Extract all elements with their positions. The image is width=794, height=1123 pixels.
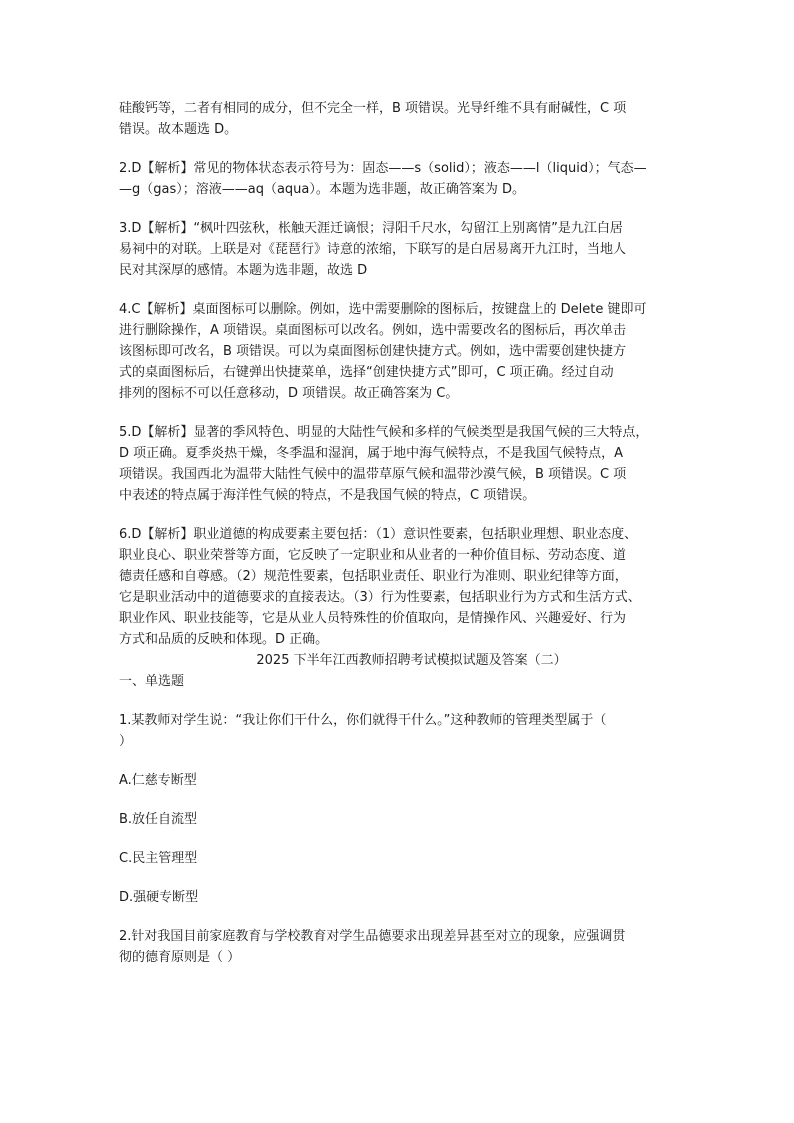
text-line: 职业良心、职业荣誉等方面，它反映了一定职业和从业者的一种价值目标、劳动态度、道 <box>119 548 627 563</box>
text-line: —g（gas）；溶液——aq（aqua）。本题为选非题，故正确答案为 D。 <box>119 182 526 197</box>
text-line: 易祠中的对联。上联是对《琵琶行》诗意的浓缩，下联写的是白居易离开九江时，当地人 <box>119 242 627 257</box>
text-line: 3.D【解析】“枫叶四弦秋，枨触天涯迁谪恨；浔阳千尺水，勾留江上别离情”是九江白居 <box>119 221 623 236</box>
option-b: B.放任自流型 <box>119 812 198 827</box>
text-line: 错误。故本题选 D。 <box>119 122 238 137</box>
answer-paragraph <box>119 98 684 140</box>
answer-paragraph <box>119 422 684 506</box>
option-a: A.仁慈专断型 <box>119 773 197 788</box>
question-text: 彻的德育原则是（ ） <box>119 950 241 965</box>
text-line: 项错误。我国西北为温带大陆性气候中的温带草原气候和温带沙漠气候，B 项错误。C 项 <box>119 467 627 482</box>
document-page <box>119 98 684 986</box>
text-line: 职业作风、职业技能等，它是从业人员特殊性的价值取向，是情操作风、兴趣爱好、行为 <box>119 611 627 626</box>
answer-paragraph <box>119 299 684 404</box>
exam-title: 2025 下半年江西教师招聘考试模拟试题及答案（二） <box>256 653 567 668</box>
question-text: ） <box>119 734 133 749</box>
question-2 <box>119 926 684 968</box>
text-line: 它是职业活动中的道德要求的直接表达。（3）行为性要素，包括职业行为方式和生活方式、 <box>119 590 641 605</box>
option-c: C.民主管理型 <box>119 851 198 866</box>
question-text: 2.针对我国目前家庭教育与学校教育对学生品德要求出现差异甚至对立的现象，应强调贯 <box>119 929 626 944</box>
text-line: 方式和品质的反映和体现。D 正确。 <box>119 632 329 647</box>
text-line: 2.D【解析】常见的物体状态表示符号为：固态——s（solid）；液态——l（liquid）；气态— <box>119 161 647 176</box>
text-line: 式的桌面图标后，右键弹出快捷菜单，选择“创建快捷方式”即可，C 项正确。经过自动 <box>119 365 614 380</box>
text-line: 中表述的特点属于海洋性气候的特点，不是我国气候的特点，C 项错误。 <box>119 488 536 503</box>
text-line: 6.D【解析】职业道德的构成要素主要包括：（1）意识性要素，包括职业理想、职业态度、 <box>119 527 638 542</box>
text-line: 4.C【解析】桌面图标可以删除。例如，选中需要删除的图标后，按键盘上的 Delete 键即可 <box>119 302 647 317</box>
text-line: 进行删除操作，A 项错误。桌面图标可以改名。例如，选中需要改名的图标后，再次单击 <box>119 323 627 338</box>
text-line: 民对其深厚的感情。本题为选非题，故选 D <box>119 263 368 278</box>
text-line: 该图标即可改名，B 项错误。可以为桌面图标创建快捷方式。例如，选中需要创建快捷方 <box>119 344 627 359</box>
option-d: D.强硬专断型 <box>119 890 199 905</box>
section-heading: 一、单选题 <box>119 674 185 689</box>
answer-paragraph <box>119 158 684 200</box>
text-line: 排列的图标不可以任意移动，D 项错误。故正确答案为 C。 <box>119 386 459 401</box>
answer-paragraph <box>119 524 684 650</box>
question-1 <box>119 710 684 752</box>
text-line: 德责任感和自尊感。（2）规范性要素，包括职业责任、职业行为准则、职业纪律等方面， <box>119 569 628 584</box>
answer-paragraph <box>119 218 684 281</box>
text-line: 5.D【解析】显著的季风特色、明显的大陆性气候和多样的气候类型是我国气候的三大特点， <box>119 425 649 440</box>
text-line: 硅酸钙等，二者有相同的成分，但不完全一样，B 项错误。光导纤维不具有耐碱性，C 项 <box>119 101 627 116</box>
question-text: 1.某教师对学生说：“我让你们干什么，你们就得干什么。”这种教师的管理类型属于（ <box>119 713 607 728</box>
text-line: D 项正确。夏季炎热干燥，冬季温和湿润，属于地中海气候特点，不是我国气候特点，A <box>119 446 624 461</box>
